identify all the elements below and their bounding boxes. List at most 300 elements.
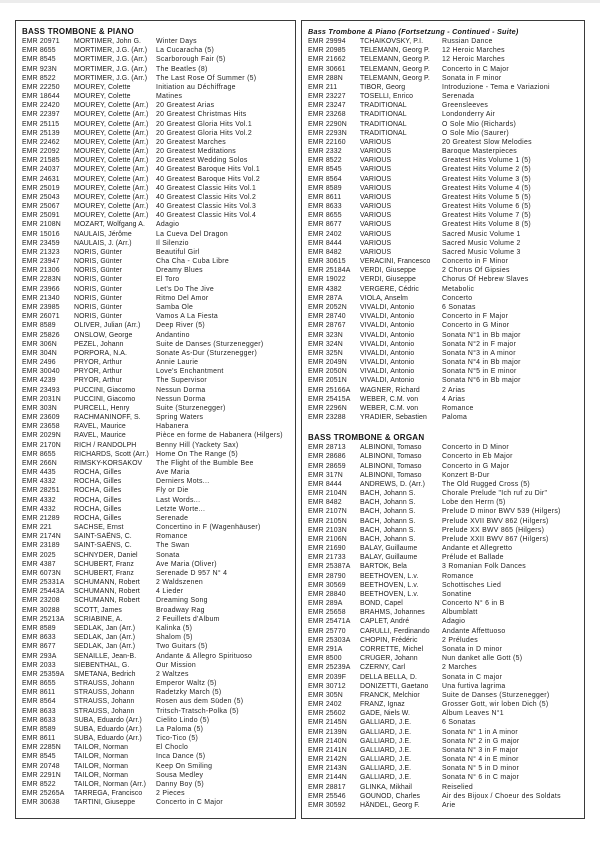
composer: SCRIABINE, A. (74, 615, 123, 623)
title: Suite (Sturzenegger) (156, 404, 226, 412)
catalog-number: EMR 8444 (308, 239, 342, 247)
page-top-edge (0, 0, 600, 3)
composer: TELEMANN, Georg P. (360, 47, 430, 55)
title: Tico-Tico (5) (156, 735, 199, 743)
catalog-row (22, 248, 289, 257)
title: Inca Dance (5) (156, 753, 206, 761)
title: Sonatine (442, 590, 472, 598)
catalog-row (308, 517, 578, 526)
catalog-row (308, 129, 578, 138)
composer: TELEMANN, Georg P. (360, 65, 430, 73)
catalog-row (22, 422, 289, 431)
composer: CRÜGER, Johann (360, 655, 418, 663)
catalog-row (22, 294, 289, 303)
composer: MORTIMER, J.G. (Arr.) (74, 74, 148, 82)
catalog-number: EMR 8564 (22, 698, 56, 706)
catalog-number: EMR 2033 (22, 661, 56, 669)
catalog-row (22, 395, 289, 404)
title: Sonata N° 5 in D minor (442, 765, 520, 773)
title: 12 Heroic Marches (442, 56, 505, 64)
title: 40 Greatest Baroque Hits Vol.1 (156, 166, 260, 174)
composer: VIVALDI, Antonio (360, 368, 415, 376)
catalog-number: EMR 8677 (308, 221, 342, 229)
catalog-row (308, 755, 578, 764)
title: Prelude XVII BWV 862 (Hilgers) (442, 517, 549, 525)
catalog-row (22, 239, 289, 248)
title: Serenade (156, 514, 189, 522)
title: Sacred Music Volume 1 (442, 230, 521, 238)
catalog-number: EMR 2283N (22, 276, 61, 284)
catalog-number: EMR 21733 (308, 554, 346, 562)
title: Sacred Music Volume 2 (442, 239, 521, 247)
title: 2 Chorus Of Gipsies (442, 267, 510, 275)
catalog-row (308, 395, 578, 404)
title: Andante & Allegro Spirituoso (156, 652, 253, 660)
composer: BOND, Capel (360, 600, 403, 608)
catalog-row (308, 74, 578, 83)
catalog-number: EMR 2170N (22, 441, 61, 449)
title: El Toro (156, 276, 180, 284)
catalog-row (308, 590, 578, 599)
catalog-number: EMR 30592 (308, 801, 346, 809)
composer: ONSLOW, George (74, 331, 133, 339)
composer: WEBER, C.M. von (360, 404, 419, 412)
composer: BACH, Johann S. (360, 499, 416, 507)
catalog-number: EMR 8655 (22, 47, 56, 55)
catalog-number: EMR 2050N (308, 368, 347, 376)
catalog-number: EMR 25265A (22, 790, 65, 798)
title: Adagio (156, 221, 180, 229)
composer: FRANZ, Ignaz (360, 701, 405, 709)
catalog-row (308, 55, 578, 64)
title: 4 Arias (442, 395, 466, 403)
catalog-number: EMR 19022 (308, 276, 346, 284)
composer: VARIOUS (360, 230, 392, 238)
title: 20 Greatest Marches (156, 138, 227, 146)
catalog-number: EMR 2293N (308, 129, 347, 137)
catalog-row (308, 617, 578, 626)
catalog-row (308, 165, 578, 174)
composer: OLIVER, Julian (Arr.) (74, 322, 141, 330)
catalog-number: EMR 324N (308, 340, 343, 348)
composer: NAULAIS, J. (Arr.) (74, 239, 132, 247)
catalog-number: EMR 287A (308, 294, 343, 302)
catalog-row (22, 496, 289, 505)
title: Ritmo Del Amor (156, 294, 209, 302)
title: The Last Rose Of Summer (5) (156, 74, 257, 82)
composer: VARIOUS (360, 157, 392, 165)
catalog-number: EMR 289A (308, 600, 343, 608)
catalog-number: EMR 2029N (22, 432, 61, 440)
title: Two Guitars (5) (156, 643, 208, 651)
composer: SUBA, Eduardo (Arr.) (74, 716, 142, 724)
catalog-number: EMR 21662 (308, 56, 346, 64)
catalog-number: EMR 2290N (308, 120, 347, 128)
catalog-row (22, 505, 289, 514)
composer: ALBINONI, Tomaso (360, 453, 422, 461)
catalog-number: EMR 25166A (308, 386, 351, 394)
catalog-row (22, 193, 289, 202)
composer: HÄNDEL, Georg F. (360, 801, 420, 809)
catalog-row (22, 386, 289, 395)
catalog-number: EMR 25139 (22, 129, 60, 137)
catalog-number: EMR 30288 (22, 606, 60, 614)
title: Album Leaves N°1 (442, 710, 504, 718)
title: Sonata N° 1 in A minor (442, 728, 519, 736)
composer: SCHUMANN, Robert (74, 597, 140, 605)
catalog-row (308, 480, 578, 489)
title: La Cucaracha (5) (156, 47, 215, 55)
title: Sonata N°2 in F major (442, 340, 517, 348)
composer: TELEMANN, Georg P. (360, 56, 430, 64)
catalog-row (308, 202, 578, 211)
composer: MOUREY, Colette (Arr.) (74, 129, 149, 137)
title: Greatest Hits Volume 7 (5) (442, 212, 531, 220)
catalog-row (308, 83, 578, 92)
catalog-row (308, 462, 578, 471)
title: The Swan (156, 542, 190, 550)
composer: DELLA BELLA, D. (360, 673, 418, 681)
catalog-number: EMR 2139N (308, 728, 347, 736)
catalog-number: EMR 221 (22, 524, 52, 532)
catalog-number: EMR 2402 (308, 230, 342, 238)
catalog-row (308, 156, 578, 165)
catalog-row (308, 184, 578, 193)
catalog-number: EMR 28740 (308, 313, 346, 321)
catalog-row (308, 303, 578, 312)
composer: TRADITIONAL (360, 111, 407, 119)
title: Andantino (156, 331, 190, 339)
catalog-row (22, 514, 289, 523)
title: Benny Hill (Yackety Sax) (156, 441, 239, 449)
catalog-row (308, 663, 578, 672)
catalog-number: EMR 2144N (308, 774, 347, 782)
title: Sonata N° 4 in E minor (442, 756, 519, 764)
catalog-row (22, 661, 289, 670)
composer: SAINT-SAËNS, C. (74, 533, 132, 541)
composer: STRAUSS, Johann (74, 689, 135, 697)
title: Derniers Mots... (156, 478, 210, 486)
catalog-number: EMR 2031N (22, 395, 61, 403)
composer: SCOTT, James (74, 606, 122, 614)
title: Concerto in F Minor (442, 258, 509, 266)
composer: TAILOR, Norman (74, 771, 129, 779)
catalog-number: EMR 21323 (22, 248, 60, 256)
catalog-number: EMR 8522 (22, 780, 56, 788)
title: Lobe den Herrn (5) (442, 499, 506, 507)
title: Sonata N° 3 in F major (442, 746, 519, 754)
catalog-row (308, 257, 578, 266)
catalog-number: EMR 28713 (308, 444, 346, 452)
catalog-number: EMR 26071 (22, 313, 60, 321)
title: 2 Préludes (442, 636, 478, 644)
composer: SCHUMANN, Robert (74, 579, 140, 587)
composer: PEZEL, Johann (74, 340, 124, 348)
composer: MOUREY, Colette (Arr.) (74, 157, 149, 165)
catalog-number: EMR 28767 (308, 322, 346, 330)
catalog-row (22, 165, 289, 174)
section-header: BASS TROMBONE & PIANO (22, 27, 134, 36)
catalog-row (308, 92, 578, 101)
catalog-number: EMR 2052N (308, 303, 347, 311)
composer: VIVALDI, Antonio (360, 349, 415, 357)
composer: TIBOR, Georg (360, 83, 406, 91)
catalog-row (22, 184, 289, 193)
catalog-row (22, 129, 289, 138)
title: 20 Greatest Gloria Hits Vol.2 (156, 129, 253, 137)
title: 20 Greatest Gloria Hits Vol.1 (156, 120, 253, 128)
title: Sousa Medley (156, 771, 204, 779)
catalog-row (308, 700, 578, 709)
catalog-number: EMR 2174N (22, 533, 61, 541)
catalog-number: EMR 25184A (308, 267, 351, 275)
catalog-number: EMR 2496 (22, 359, 56, 367)
composer: MOZART, Wolfgang A. (74, 221, 145, 229)
catalog-number: EMR 23493 (22, 386, 60, 394)
catalog-number: EMR 25826 (22, 331, 60, 339)
title: 12 Heroic Marches (442, 47, 505, 55)
catalog-number: EMR 2049N (308, 359, 347, 367)
catalog-row (22, 65, 289, 74)
composer: BALAY, Guillaume (360, 554, 418, 562)
catalog-number: EMR 323N (308, 331, 343, 339)
catalog-number: EMR 2051N (308, 377, 347, 385)
title: Air des Bijoux / Choeur des Soldats (442, 792, 561, 800)
title: Adagio (442, 618, 466, 626)
catalog-number: EMR 22462 (22, 138, 60, 146)
catalog-row (308, 581, 578, 590)
composer: MOUREY, Colette (Arr.) (74, 184, 149, 192)
composer: TAILOR, Norman (74, 744, 129, 752)
catalog-row (22, 633, 289, 642)
title: Matines (156, 93, 183, 101)
composer: ROCHA, Gilles (74, 469, 122, 477)
catalog-row (22, 92, 289, 101)
title: 6 Sonatas (442, 719, 476, 727)
catalog-row (22, 147, 289, 156)
catalog-number: EMR 24631 (22, 175, 60, 183)
catalog-row (22, 413, 289, 422)
composer: ALBINONI, Tomaso (360, 471, 422, 479)
composer: PUCCINI, Giacomo (74, 386, 136, 394)
title: Dreaming Song (156, 597, 208, 605)
composer: RICHARDS, Scott (Arr.) (74, 450, 149, 458)
catalog-row (308, 147, 578, 156)
composer: MOUREY, Colette (Arr.) (74, 138, 149, 146)
catalog-number: EMR 28840 (308, 590, 346, 598)
composer: NORIS, Günter (74, 248, 123, 256)
catalog-row (22, 560, 289, 569)
title: Concerto in C Major (442, 65, 509, 73)
title: The Flight of the Bumble Bee (156, 459, 254, 467)
catalog-row (308, 211, 578, 220)
catalog-number: EMR 288N (308, 74, 343, 82)
title: The Supervisor (156, 377, 207, 385)
catalog-row (22, 624, 289, 633)
composer: SAINT-SAËNS, C. (74, 542, 132, 550)
catalog-number: EMR 30569 (308, 581, 346, 589)
catalog-number: EMR 325N (308, 349, 343, 357)
composer: GALLIARD, J.E. (360, 728, 412, 736)
catalog-number: EMR 6073N (22, 569, 61, 577)
catalog-number: EMR 8589 (308, 184, 342, 192)
catalog-number: EMR 8633 (22, 716, 56, 724)
catalog-column (15, 20, 296, 819)
catalog-number: EMR 2332 (308, 148, 342, 156)
catalog-row (22, 367, 289, 376)
catalog-number: EMR 4332 (22, 478, 56, 486)
title: 6 Sonatas (442, 303, 476, 311)
composer: SEDLAK, Jan (Arr.) (74, 625, 136, 632)
title: Concerto in C Major (156, 799, 223, 807)
catalog-number: EMR 4332 (22, 496, 56, 504)
title: Schottisches Lied (442, 581, 502, 589)
catalog-number: EMR 4382 (308, 285, 342, 293)
catalog-number: EMR 2039F (308, 673, 347, 681)
catalog-row (308, 340, 578, 349)
catalog-row (22, 156, 289, 165)
composer: BACH, Johann S. (360, 535, 416, 543)
title: Sonata (156, 551, 180, 559)
title: The Old Rugged Cross (5) (442, 480, 531, 488)
title: Beautiful Girl (156, 248, 200, 256)
composer: MORTIMER, J.G. (Arr.) (74, 47, 148, 55)
catalog-row (308, 709, 578, 718)
catalog-row (22, 101, 289, 110)
composer: SCHUBERT, Franz (74, 569, 134, 577)
catalog-number: EMR 8633 (308, 203, 342, 211)
title: 2 Waldszenen (156, 579, 204, 587)
title: Romance (442, 404, 474, 412)
composer: SEDLAK, Jan (Arr.) (74, 643, 136, 651)
catalog-row (308, 498, 578, 507)
catalog-row (308, 376, 578, 385)
composer: MOUREY, Colette (74, 93, 131, 101)
catalog-number: EMR 23227 (308, 93, 346, 101)
catalog-row (22, 734, 289, 743)
catalog-number: EMR 21340 (22, 294, 60, 302)
title: Emperor Waltz (5) (156, 680, 217, 688)
composer: SCHNYDER, Daniel (74, 551, 138, 559)
title: Konzert B-Dur (442, 471, 490, 479)
title: 20 Greatest Meditations (156, 148, 237, 156)
catalog-row (308, 46, 578, 55)
catalog-row (308, 65, 578, 74)
catalog-row (22, 523, 289, 532)
title: Chorus Of Hebrew Slaves (442, 276, 529, 284)
title: Londonderry Air (442, 111, 496, 119)
catalog-number: EMR 8444 (308, 480, 342, 488)
catalog-number: EMR 8589 (22, 322, 56, 330)
title: Andante et Allegretto (442, 545, 513, 553)
catalog-row (22, 55, 289, 64)
composer: GALLIARD, J.E. (360, 746, 412, 754)
catalog-row (22, 587, 289, 596)
title: 4 Lieder (156, 588, 184, 596)
title: Sonata N°4 in Bb major (442, 359, 521, 367)
catalog-row (308, 312, 578, 321)
composer: VARIOUS (360, 184, 392, 192)
title: 20 Greatest Christmas Hits (156, 111, 247, 119)
composer: VIVALDI, Antonio (360, 359, 415, 367)
title: Nessun Dorma (156, 386, 206, 394)
title: Una furtiva lagrima (442, 682, 506, 690)
composer: PRYOR, Arthur (74, 359, 122, 367)
catalog-row (22, 468, 289, 477)
catalog-row (308, 507, 578, 516)
catalog-row (22, 596, 289, 605)
composer: MOUREY, Colette (Arr.) (74, 120, 149, 128)
catalog-row (22, 486, 289, 495)
title: Greensleeves (442, 102, 489, 110)
composer: MORTIMER, John G. (74, 38, 142, 45)
catalog-row (22, 642, 289, 651)
catalog-number: EMR 2142N (308, 756, 347, 764)
composer: GALLIARD, J.E. (360, 774, 412, 782)
composer: CARULLI, Ferdinando (360, 627, 430, 635)
catalog-row (22, 37, 289, 46)
catalog-row (22, 340, 289, 349)
catalog-number: EMR 4387 (22, 560, 56, 568)
composer: TCHAIKOVSKY, P.I. (360, 38, 424, 45)
composer: TAILOR, Norman (74, 753, 129, 761)
composer: STRAUSS, Johann (74, 707, 135, 715)
composer: YRADIER, Sebastien (360, 414, 427, 422)
title: 2 Marches (442, 664, 477, 672)
catalog-number: EMR 21585 (22, 157, 60, 165)
catalog-row (22, 551, 289, 560)
title: Annie Laurie (156, 359, 199, 367)
catalog-row (22, 798, 289, 807)
composer: WAGNER, Richard (360, 386, 420, 394)
catalog-number: EMR 923N (22, 65, 57, 73)
composer: GALLIARD, J.E. (360, 756, 412, 764)
catalog-number: EMR 22397 (22, 111, 60, 119)
catalog-number: EMR 23609 (22, 414, 60, 422)
title: Concerto in D Minor (442, 444, 509, 452)
composer: RIMSKY-KORSAKOV (74, 459, 143, 467)
catalog-row (308, 358, 578, 367)
catalog-row (22, 679, 289, 688)
catalog-row (308, 471, 578, 480)
title: El Choclo (156, 744, 189, 752)
composer: TRADITIONAL (360, 120, 407, 128)
catalog-row (22, 707, 289, 716)
title: Kalinka (5) (156, 625, 193, 632)
catalog-row (308, 627, 578, 636)
catalog-number: EMR 22420 (22, 102, 60, 110)
composer: MOUREY, Colette (Arr.) (74, 212, 149, 220)
catalog-number: EMR 8500 (308, 655, 342, 663)
section-header: Bass Trombone & Piano (Fortsetzung - Continued - Suite) (308, 27, 519, 36)
catalog-number: EMR 8655 (308, 212, 342, 220)
composer: VIVALDI, Antonio (360, 322, 415, 330)
title: 2 Pieces (156, 790, 185, 798)
catalog-row (308, 599, 578, 608)
catalog-number: EMR 304N (22, 349, 57, 357)
catalog-number: EMR 291A (308, 646, 343, 653)
title: Suite de Danses (Sturzenegger) (442, 691, 550, 699)
composer: SENAILLE, Jean-B. (74, 652, 137, 660)
composer: BRAHMS, Johannes (360, 609, 425, 617)
catalog-row (308, 248, 578, 257)
catalog-row (308, 37, 578, 46)
catalog-number: EMR 28251 (22, 487, 60, 495)
catalog-number: EMR 8677 (22, 643, 56, 651)
composer: NORIS, Günter (74, 294, 123, 302)
title: Ave Maria (Oliver) (156, 560, 217, 568)
composer: TAILOR, Norman (74, 762, 129, 770)
